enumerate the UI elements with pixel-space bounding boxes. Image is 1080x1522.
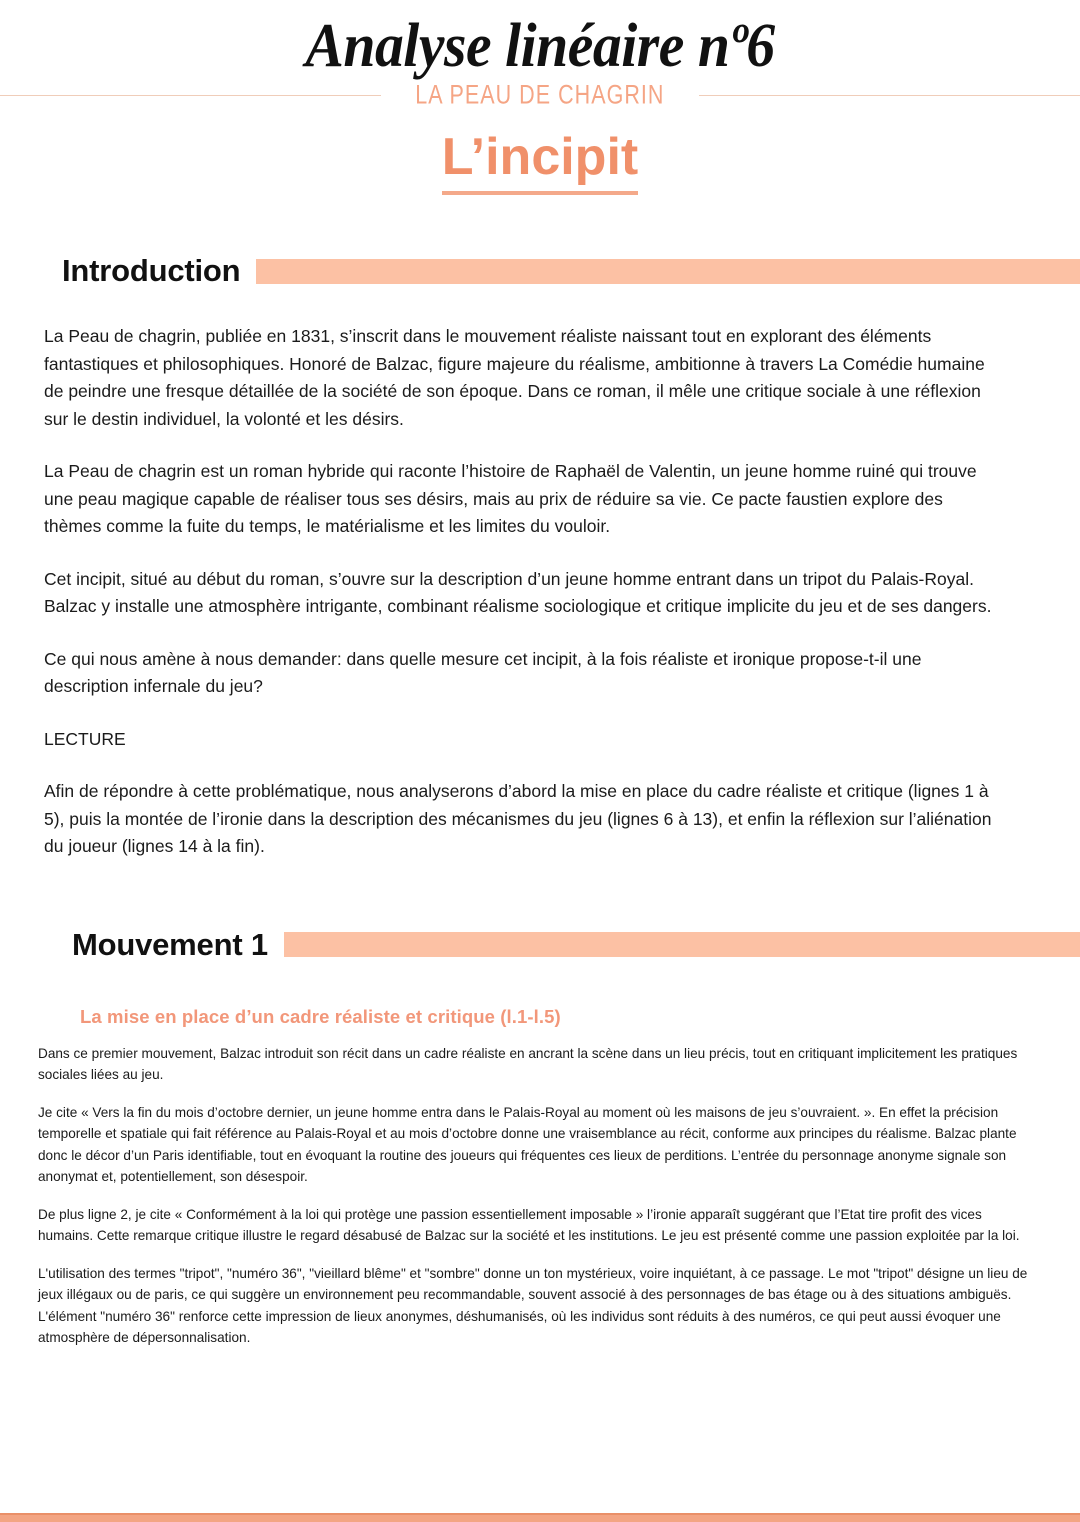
- paragraph: Dans ce premier mouvement, Balzac introduit son récit dans un cadre réaliste en ancrant la scène dans un lieu précis, tout en critiquant implicitement les pratiques sociales liées au jeu.: [38, 1045, 1018, 1082]
- section-heading-introduction-label: Introduction: [62, 253, 241, 288]
- paragraph: De plus ligne 2, je cite « Conformément à la loi qui protège une passion essentiellement imposable » l’ironie apparaît suggérant que l’Etat tire profit des vices humains. Cette remarque critique illustre le regard désabusé de Balzac sur la société et les institutions. Le jeu est présenté comme une passion exploitée par la loi.: [38, 1206, 1020, 1243]
- paragraph: Ce qui nous amène à nous demander: dans quelle mesure cet incipit, à la fois réaliste et ironique propose-t-il une description infernale du jeu?: [44, 648, 922, 696]
- subtitle-rule-right: [699, 95, 1080, 96]
- document-subject-heading-text: L’incipit: [442, 128, 638, 195]
- section-heading-accent-bar: [284, 932, 1080, 957]
- subtitle-rule-left: [0, 95, 381, 96]
- mouvement-1-subheading: La mise en place d’un cadre réaliste et critique (l.1-l.5): [80, 1005, 561, 1027]
- paragraph: Afin de répondre à cette problématique, nous analyserons d’abord la mise en place du cadre réaliste et critique (lignes 1 à 5), puis la montée de l’ironie dans la description des mécanismes du jeu (lignes 6 à 13), et enfin la réflexion sur l’aliénation du joueur (lignes 14 à la fin).: [44, 781, 992, 856]
- document-subject-heading: [0, 126, 1080, 191]
- paragraph: Cet incipit, situé au début du roman, s’ouvre sur la description d’un jeune homme entrant dans un tripot du Palais-Royal. Balzac y installe une atmosphère intrigante, combinant réalisme sociologique et critique implicite du jeu et de ses dangers.: [44, 568, 992, 616]
- section-heading-introduction: [0, 253, 1080, 289]
- section-heading-accent-bar: [256, 259, 1080, 284]
- section-heading-mouvement-1: [0, 927, 1080, 963]
- lecture-marker: LECTURE: [44, 728, 126, 749]
- subtitle-row: [0, 78, 1080, 112]
- introduction-body: [0, 323, 1080, 861]
- document-header: [0, 0, 1080, 191]
- footer-accent-bar: [0, 1513, 1080, 1522]
- section-heading-mouvement-1-label: Mouvement 1: [72, 926, 268, 962]
- paragraph: La Peau de chagrin est un roman hybride qui raconte l’histoire de Raphaël de Valentin, un jeune homme ruiné qui trouve une peau magique capable de réaliser tous ses désirs, mais au prix de réduire sa vie. Ce pacte faustien explore des thèmes comme la fuite du temps, le matérialisme et les limites du vouloir.: [44, 461, 977, 536]
- mouvement-1-body: [0, 1043, 1080, 1349]
- paragraph: La Peau de chagrin, publiée en 1831, s’inscrit dans le mouvement réaliste naissant tout en explorant des éléments fantastiques et philosophiques. Honoré de Balzac, figure majeure du réalisme, ambitionne à travers La Comédie humaine de peindre une fresque détaillée de la société de son époque. Dans ce roman, il mêle une critique sociale à une réflexion sur le destin individuel, la volonté et les désirs.: [44, 326, 985, 429]
- footer-accent-bar-top-line: [0, 1513, 1080, 1515]
- work-subtitle: LA PEAU DE CHAGRIN: [415, 79, 665, 111]
- paragraph: L'utilisation des termes "tripot", "numéro 36", "vieillard blême" et "sombre" donne un ton mystérieux, voire inquiétant, à ce passage. Le mot "tripot" désigne un lieu de jeux illégaux ou de paris, ce qui suggère un environnement peu recommandable, souvent associé à des personnages de bas étage ou à des situations ambiguës. L'élément "numéro 36" renforce cette impression de lieux anonymes, déshumanisés, où les individus sont réduits à des numéros, ce qui peut aussi évoquer une atmosphère de dépersonnalisation.: [38, 1265, 1028, 1345]
- paragraph: Je cite « Vers la fin du mois d’octobre dernier, un jeune homme entra dans le Palais-Royal au moment où les maisons de jeu s’ouvraient. ». En effet la précision temporelle et spatiale qui fait référence au Palais-Royal et au mois d’octobre donne une vraisemblance au récit, conforme aux principes du réalisme. Balzac plante donc le décor d’un Paris identifiable, tout en évoquant la routine des joueurs qui fréquentes ces lieux de perditions. L’entrée du personnage anonyme signale son anonymat et, potentiellement, son désespoir.: [38, 1104, 1017, 1184]
- page-title: Analyse linéaire nº6: [305, 12, 775, 80]
